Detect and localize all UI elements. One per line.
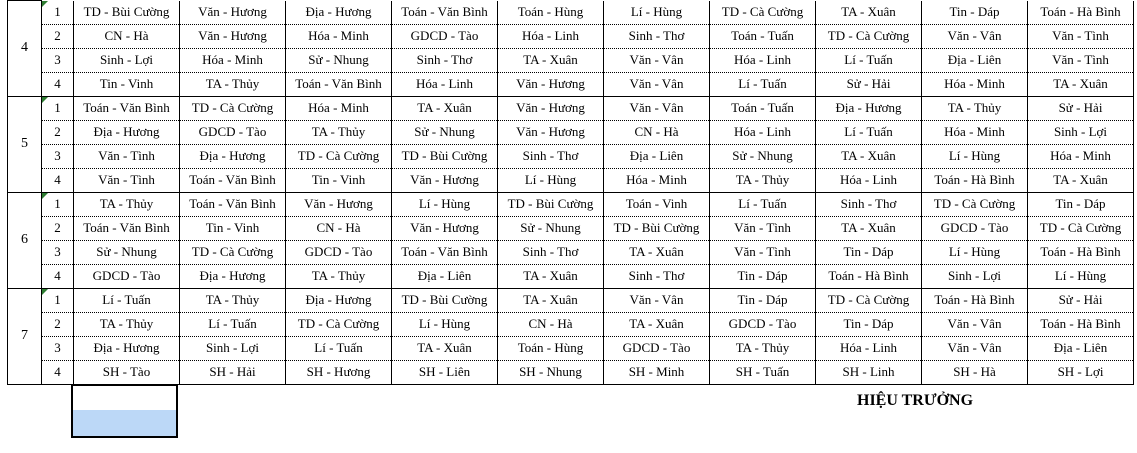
class-cell[interactable]: Tin - Dáp (816, 240, 922, 264)
class-cell[interactable]: Toán - Văn Bình (392, 1, 498, 25)
timetable-row (8, 168, 1134, 192)
class-cell[interactable]: Văn - Hương (498, 120, 604, 144)
class-cell[interactable]: Lí - Tuấn (816, 120, 922, 144)
class-cell[interactable]: SH - Tào (74, 360, 180, 384)
class-cell[interactable]: Tin - Dáp (710, 288, 816, 312)
class-cell[interactable]: TD - Cà Cường (922, 192, 1028, 216)
class-cell[interactable]: Lí - Tuấn (710, 72, 816, 96)
class-cell[interactable]: Toán - Hà Bình (816, 264, 922, 288)
class-cell[interactable]: Văn - Vân (922, 336, 1028, 360)
timetable-grid (7, 0, 1134, 385)
class-cell[interactable]: Địa - Liên (922, 48, 1028, 72)
cell-marker-icon (42, 97, 48, 103)
class-cell[interactable]: TA - Thủy (286, 120, 392, 144)
class-cell[interactable]: CN - Hà (74, 24, 180, 48)
period-number: 1 (54, 100, 61, 115)
class-cell[interactable]: Lí - Hùng (1028, 264, 1134, 288)
period-number: 3 (54, 340, 61, 355)
period-cell[interactable] (42, 168, 74, 192)
class-cell[interactable]: Toán - Hà Bình (1028, 312, 1134, 336)
class-cell[interactable]: Hóa - Minh (922, 120, 1028, 144)
class-cell[interactable]: TD - Bùi Cường (604, 216, 710, 240)
day-cell[interactable]: 5 (8, 96, 42, 192)
period-cell[interactable] (42, 240, 74, 264)
period-number: 4 (54, 364, 61, 379)
class-cell[interactable]: SH - Liên (392, 360, 498, 384)
day-cell[interactable]: 6 (8, 192, 42, 288)
class-cell[interactable]: Sử - Nhung (392, 120, 498, 144)
class-cell[interactable]: TD - Cà Cường (1028, 216, 1134, 240)
class-cell[interactable]: Lí - Tuấn (710, 192, 816, 216)
cell-marker-icon (42, 1, 48, 7)
class-cell[interactable]: Lí - Tuấn (180, 312, 286, 336)
class-cell[interactable]: Hóa - Minh (286, 96, 392, 120)
period-cell[interactable] (42, 24, 74, 48)
period-number: 4 (54, 268, 61, 283)
timetable-row (8, 360, 1134, 384)
class-cell[interactable]: TD - Cà Cường (180, 240, 286, 264)
class-cell[interactable]: TA - Xuân (1028, 168, 1134, 192)
selected-cell[interactable] (71, 384, 178, 438)
class-cell[interactable]: Hóa - Minh (180, 48, 286, 72)
class-cell[interactable]: TA - Thủy (710, 336, 816, 360)
class-cell[interactable]: Hóa - Minh (286, 24, 392, 48)
timetable-sheet (7, 0, 1134, 385)
class-cell[interactable]: TD - Bùi Cường (392, 288, 498, 312)
period-number: 1 (54, 4, 61, 19)
class-cell[interactable]: Địa - Liên (604, 144, 710, 168)
class-cell[interactable]: SH - Tuấn (710, 360, 816, 384)
class-cell[interactable]: Lí - Tuấn (74, 288, 180, 312)
class-cell[interactable]: TD - Cà Cường (286, 144, 392, 168)
class-cell[interactable]: Văn - Tình (710, 216, 816, 240)
class-cell[interactable]: TD - Cà Cường (286, 312, 392, 336)
class-cell[interactable]: Lí - Hùng (498, 168, 604, 192)
period-number: 2 (54, 316, 61, 331)
class-cell[interactable]: Toán - Hà Bình (1028, 1, 1134, 25)
class-cell[interactable]: Lí - Hùng (922, 144, 1028, 168)
class-cell[interactable]: TA - Thủy (180, 288, 286, 312)
class-cell[interactable]: Sinh - Thơ (498, 240, 604, 264)
class-cell[interactable]: SH - Linh (816, 360, 922, 384)
class-cell[interactable]: Sinh - Lợi (922, 264, 1028, 288)
timetable-row (8, 336, 1134, 360)
class-cell[interactable]: Địa - Hương (286, 288, 392, 312)
period-number: 3 (54, 148, 61, 163)
class-cell[interactable]: TD - Cà Cường (816, 288, 922, 312)
period-cell[interactable] (42, 264, 74, 288)
class-cell[interactable]: Văn - Tình (1028, 48, 1134, 72)
timetable-row (8, 96, 1134, 120)
class-cell[interactable]: Toán - Tuấn (710, 96, 816, 120)
class-cell[interactable]: Văn - Vân (604, 72, 710, 96)
class-cell[interactable]: Tin - Dáp (1028, 192, 1134, 216)
timetable-row (8, 192, 1134, 216)
class-cell[interactable]: Hóa - Minh (1028, 144, 1134, 168)
class-cell[interactable]: Sinh - Lợi (74, 48, 180, 72)
class-cell[interactable]: Lí - Tuấn (286, 336, 392, 360)
class-cell[interactable]: GDCD - Tào (922, 216, 1028, 240)
class-cell[interactable]: Toán - Hà Bình (1028, 240, 1134, 264)
class-cell[interactable]: Hóa - Linh (816, 168, 922, 192)
class-cell[interactable]: Toán - Văn Bình (392, 240, 498, 264)
class-cell[interactable]: Văn - Vân (922, 24, 1028, 48)
class-cell[interactable]: Toán - Văn Bình (74, 216, 180, 240)
class-cell[interactable]: GDCD - Tào (392, 24, 498, 48)
period-number: 1 (54, 196, 61, 211)
class-cell[interactable]: Toán - Hùng (498, 336, 604, 360)
class-cell[interactable]: Toán - Hùng (498, 1, 604, 25)
class-cell[interactable]: Văn - Hương (180, 1, 286, 25)
class-cell[interactable]: Lí - Tuấn (816, 48, 922, 72)
class-cell[interactable]: Toán - Văn Bình (180, 168, 286, 192)
class-cell[interactable]: Sử - Hải (1028, 96, 1134, 120)
period-cell[interactable] (42, 216, 74, 240)
class-cell[interactable]: TA - Thủy (286, 264, 392, 288)
class-cell[interactable]: Văn - Tình (74, 144, 180, 168)
class-cell[interactable]: GDCD - Tào (286, 240, 392, 264)
class-cell[interactable]: TA - Xuân (498, 288, 604, 312)
class-cell[interactable]: Sinh - Thơ (392, 48, 498, 72)
class-cell[interactable]: Tin - Vinh (74, 72, 180, 96)
period-cell[interactable] (42, 1, 74, 25)
class-cell[interactable]: Sinh - Thơ (498, 144, 604, 168)
class-cell[interactable]: Hóa - Linh (710, 120, 816, 144)
class-cell[interactable]: Văn - Hương (286, 192, 392, 216)
class-cell[interactable]: Sinh - Lợi (180, 336, 286, 360)
class-cell[interactable]: Lí - Hùng (604, 1, 710, 25)
class-cell[interactable]: SH - Lợi (1028, 360, 1134, 384)
class-cell[interactable]: Văn - Hương (392, 168, 498, 192)
timetable-row (8, 1, 1134, 25)
cell-marker-icon (42, 289, 48, 295)
period-number: 2 (54, 28, 61, 43)
class-cell[interactable]: TD - Cà Cường (816, 24, 922, 48)
class-cell[interactable]: Hóa - Linh (392, 72, 498, 96)
class-cell[interactable]: TA - Xuân (392, 96, 498, 120)
timetable-row (8, 312, 1134, 336)
class-cell[interactable]: TA - Thủy (922, 96, 1028, 120)
class-cell[interactable]: Tin - Dáp (710, 264, 816, 288)
class-cell[interactable]: TA - Xuân (498, 48, 604, 72)
class-cell[interactable]: Toán - Văn Bình (286, 72, 392, 96)
timetable-row (8, 216, 1134, 240)
class-cell[interactable]: CN - Hà (498, 312, 604, 336)
class-cell[interactable]: Sử - Nhung (710, 144, 816, 168)
timetable-row (8, 144, 1134, 168)
cell-marker-icon (42, 193, 48, 199)
class-cell[interactable]: GDCD - Tào (74, 264, 180, 288)
class-cell[interactable]: Sinh - Thơ (604, 24, 710, 48)
class-cell[interactable]: GDCD - Tào (710, 312, 816, 336)
class-cell[interactable]: Văn - Vân (922, 312, 1028, 336)
class-cell[interactable]: TD - Bùi Cường (74, 1, 180, 25)
selection-highlight (73, 410, 176, 436)
class-cell[interactable]: Lí - Hùng (922, 240, 1028, 264)
class-cell[interactable]: Văn - Tình (74, 168, 180, 192)
class-cell[interactable]: TD - Cà Cường (710, 1, 816, 25)
class-cell[interactable]: Tin - Dáp (816, 312, 922, 336)
timetable-row (8, 48, 1134, 72)
class-cell[interactable]: TA - Thủy (710, 168, 816, 192)
period-number: 4 (54, 172, 61, 187)
class-cell[interactable]: TA - Xuân (392, 336, 498, 360)
class-cell[interactable]: CN - Hà (286, 216, 392, 240)
class-cell[interactable]: TA - Xuân (816, 1, 922, 25)
class-cell[interactable]: Văn - Vân (604, 96, 710, 120)
class-cell[interactable]: TA - Xuân (816, 144, 922, 168)
class-cell[interactable]: Sử - Nhung (74, 240, 180, 264)
class-cell[interactable]: TA - Thủy (74, 312, 180, 336)
period-cell[interactable] (42, 192, 74, 216)
class-cell[interactable]: Toán - Tuấn (710, 24, 816, 48)
class-cell[interactable]: Toán - Hà Bình (922, 168, 1028, 192)
class-cell[interactable]: TA - Xuân (816, 216, 922, 240)
class-cell[interactable]: Văn - Vân (604, 288, 710, 312)
period-cell[interactable] (42, 336, 74, 360)
class-cell[interactable]: Sử - Nhung (286, 48, 392, 72)
class-cell[interactable]: Địa - Liên (392, 264, 498, 288)
class-cell[interactable]: Địa - Hương (180, 144, 286, 168)
class-cell[interactable]: TD - Bùi Cường (392, 144, 498, 168)
day-cell[interactable]: 4 (8, 1, 42, 97)
class-cell[interactable]: TA - Xuân (498, 264, 604, 288)
class-cell[interactable]: Lí - Hùng (392, 192, 498, 216)
class-cell[interactable]: Văn - Hương (498, 96, 604, 120)
class-cell[interactable]: Văn - Tình (1028, 24, 1134, 48)
class-cell[interactable]: Hóa - Minh (604, 168, 710, 192)
class-cell[interactable]: Toán - Văn Bình (74, 96, 180, 120)
class-cell[interactable]: TD - Cà Cường (180, 96, 286, 120)
class-cell[interactable]: Sử - Hải (1028, 288, 1134, 312)
class-cell[interactable]: Toán - Hà Bình (922, 288, 1028, 312)
class-cell[interactable]: SH - Hương (286, 360, 392, 384)
period-number: 3 (54, 244, 61, 259)
class-cell[interactable]: TD - Bùi Cường (498, 192, 604, 216)
timetable-row (8, 120, 1134, 144)
class-cell[interactable]: GDCD - Tào (604, 336, 710, 360)
class-cell[interactable]: Hóa - Linh (816, 336, 922, 360)
period-cell[interactable] (42, 120, 74, 144)
class-cell[interactable]: Sinh - Thơ (604, 264, 710, 288)
class-cell[interactable]: Tin - Dáp (922, 1, 1028, 25)
class-cell[interactable]: SH - Nhung (498, 360, 604, 384)
class-cell[interactable]: Địa - Hương (74, 120, 180, 144)
class-cell[interactable]: Văn - Hương (392, 216, 498, 240)
class-cell[interactable]: CN - Hà (604, 120, 710, 144)
class-cell[interactable]: GDCD - Tào (180, 120, 286, 144)
period-cell[interactable] (42, 360, 74, 384)
class-cell[interactable]: TA - Thủy (74, 192, 180, 216)
timetable-row (8, 264, 1134, 288)
class-cell[interactable]: SH - Hải (180, 360, 286, 384)
period-number: 4 (54, 76, 61, 91)
period-number: 3 (54, 52, 61, 67)
class-cell[interactable]: TA - Xuân (604, 312, 710, 336)
class-cell[interactable]: Địa - Hương (74, 336, 180, 360)
class-cell[interactable]: Sinh - Lợi (1028, 120, 1134, 144)
period-cell[interactable] (42, 288, 74, 312)
principal-signature-label: HIỆU TRƯỞNG (857, 392, 974, 409)
class-cell[interactable]: TA - Xuân (604, 240, 710, 264)
period-cell[interactable] (42, 312, 74, 336)
period-cell[interactable] (42, 48, 74, 72)
class-cell[interactable]: SH - Hà (922, 360, 1028, 384)
class-cell[interactable]: Hóa - Minh (922, 72, 1028, 96)
class-cell[interactable]: Sử - Nhung (498, 216, 604, 240)
class-cell[interactable]: SH - Minh (604, 360, 710, 384)
class-cell[interactable]: Văn - Tình (710, 240, 816, 264)
timetable-row (8, 288, 1134, 312)
period-cell[interactable] (42, 144, 74, 168)
class-cell[interactable]: Hóa - Linh (710, 48, 816, 72)
class-cell[interactable]: Hóa - Linh (498, 24, 604, 48)
class-cell[interactable]: Văn - Hương (180, 24, 286, 48)
class-cell[interactable]: Toán - Vinh (604, 192, 710, 216)
class-cell[interactable]: Địa - Hương (816, 96, 922, 120)
timetable-row (8, 240, 1134, 264)
class-cell[interactable]: Lí - Hùng (392, 312, 498, 336)
class-cell[interactable]: Sử - Hải (816, 72, 922, 96)
class-cell[interactable]: Văn - Vân (604, 48, 710, 72)
class-cell[interactable]: Địa - Hương (180, 264, 286, 288)
period-cell[interactable] (42, 96, 74, 120)
timetable-row (8, 24, 1134, 48)
period-number: 1 (54, 292, 61, 307)
class-cell[interactable]: TA - Thủy (180, 72, 286, 96)
period-cell[interactable] (42, 72, 74, 96)
period-number: 2 (54, 124, 61, 139)
class-cell[interactable]: Tin - Vinh (180, 216, 286, 240)
class-cell[interactable]: TA - Xuân (1028, 72, 1134, 96)
class-cell[interactable]: Tin - Vinh (286, 168, 392, 192)
period-number: 2 (54, 220, 61, 235)
day-cell[interactable]: 7 (8, 288, 42, 384)
class-cell[interactable]: Toán - Văn Bình (180, 192, 286, 216)
class-cell[interactable]: Địa - Hương (286, 1, 392, 25)
class-cell[interactable]: Sinh - Thơ (816, 192, 922, 216)
class-cell[interactable]: Văn - Hương (498, 72, 604, 96)
class-cell[interactable]: Địa - Liên (1028, 336, 1134, 360)
timetable-row (8, 72, 1134, 96)
